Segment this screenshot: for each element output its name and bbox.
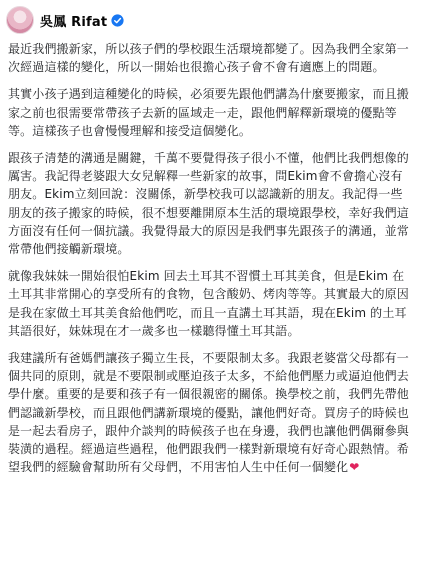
red-heart-icon: ❤ (349, 460, 360, 475)
post-paragraph-text: 我建議所有爸媽們讓孩子獨立生長，不要限制太多。我跟老婆當父母都有一個共同的原則，就是不要限制或壓迫孩子太多，不給他們壓力或逼迫他們去學什麼。重要的是要和孩子有一個很親密的關係。換學校之前，我們先帶他們認識新學校，而且跟他們講新環境的優點，讓他們好奇。買房子的時候也是一起去看房子，跟仲介談判的時候孩子也在身邊，我們也讓他們偶爾參與裝潢的過程。經過這些過程，他們跟我們一樣對新環境有好奇心跟熱情。希望我們的經驗會幫助所有父母們，不用害怕人生中任何一個變化 (8, 351, 409, 475)
author-name[interactable]: 吳鳳 Rifat (40, 14, 108, 30)
post-paragraph (8, 349, 409, 476)
post-paragraph: 最近我們搬新家，所以孩子們的學校跟生活環境都變了。因為我們全家第一次經過這樣的變化，所以一開始也很擔心孩子會不會有適應上的問題。 (8, 42, 409, 75)
post-body (6, 40, 409, 476)
post-header (6, 2, 409, 38)
post-paragraph: 跟孩子清楚的溝通是關鍵，千萬不要覺得孩子很小不懂，他們比我們想像的厲害。我記得老婆跟大女兒解釋一些新家的故事，問Ekim會不會擔心沒有朋友。Ekim立刻回說：沒關係，新學校我可以認識新的朋友。我記得一些朋友的孩子搬家的時候，很不想要離開原本生活的環境跟學校，幸好我們這方面沒有任何一個抗議。我覺得最大的原因是我們事先跟孩子的溝通，並常常帶他們接觸新環境。 (8, 151, 409, 257)
author-line (40, 11, 124, 30)
post-paragraph: 就像我妹妹一開始很怕Ekim 回去土耳其不習慣土耳其美食，但是Ekim 在土耳其非常開心的享受所有的食物，包含酸奶、烤肉等等。其實最大的原因是我在家做土耳其美食給他們吃，而且一直講土耳其語，現在Ekim 的土耳其語很好，妹妹現在才一歲多也一樣聽得懂土耳其語。 (8, 269, 409, 338)
post-paragraph: 其實小孩子遇到這種變化的時候，必須要先跟他們講為什麼要搬家，而且搬家之前也很需要常帶孩子去新的區域走一走，跟他們解釋新環境的優點等等。這樣孩子也會慢慢理解和接受這個變化。 (8, 87, 409, 138)
verified-badge-icon (111, 14, 124, 27)
author-avatar[interactable] (6, 6, 34, 34)
